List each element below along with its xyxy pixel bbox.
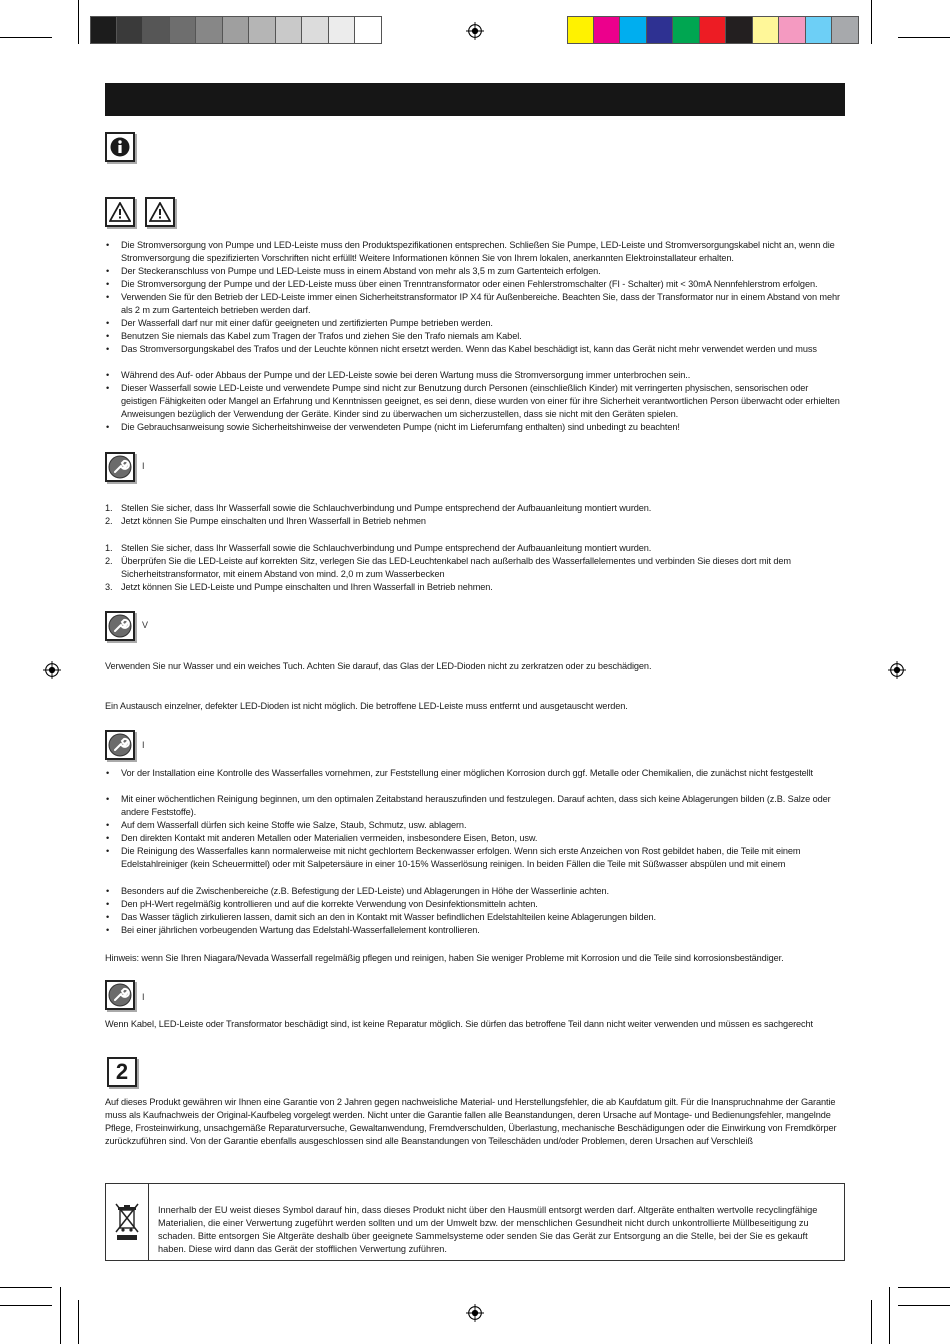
calibration-swatch <box>223 16 250 44</box>
crop-mark <box>60 1287 61 1344</box>
list-item: • Bei einer jährlichen vorbeugenden Wartung das Edelstahl-Wasserfallelement kontrollieren. <box>105 924 845 937</box>
list-item <box>105 515 845 528</box>
list-item: • Während des Auf- oder Abbaus der Pumpe und der LED-Leiste sowie bei deren Wartung muss die Stromversorgung immer unterbrochen sein.. <box>105 369 845 382</box>
calibration-swatch <box>329 16 356 44</box>
list-item: • Den direkten Kontakt mit anderen Metallen oder Materialien vermeiden, insbesondere Eisen, Beton, usw. <box>105 832 845 845</box>
list-item: • Mit einer wöchentlichen Reinigung beginnen, um den optimalen Zeitabstand herauszufinden und festzulegen. Darauf achten, dass sich keine Ablagerungen bilden (z.B. Salze oder andere Feststoffe). <box>105 793 845 819</box>
wrench-icon <box>105 611 135 641</box>
warning-icon <box>145 197 175 227</box>
step-text: Überprüfen Sie die LED-Leiste auf korrekten Sitz, verlegen Sie das LED-Leuchtenkabel nach außerhalb des Wasserfallelementes und verbinden Sie dieses dort mit dem Sicherheitstransformator, mit einem Abstand von mind. 2,0 m zum Wasserbecken <box>121 556 791 579</box>
crop-mark <box>898 1287 950 1288</box>
warning-icon <box>105 197 135 227</box>
operation-steps-b <box>105 542 845 594</box>
list-item: • Benutzen Sie niemals das Kabel zum Tragen der Trafos und ziehen Sie den Trafo niemals am Kabel. <box>105 330 845 343</box>
wrench-icon <box>105 980 135 1010</box>
list-item: • Die Stromversorgung der Pumpe und der LED-Leiste muss über einen Trenntransformator oder einen Fehlerstromschalter (FI - Schalter) mit < 30mA Nennfehlerstrom erfolgen. <box>105 278 845 291</box>
step-text: Jetzt können Sie LED-Leiste und Pumpe einschalten und Ihren Wasserfall in Betrieb nehmen. <box>121 582 493 592</box>
list-item <box>105 581 845 594</box>
step-number: 2. <box>105 516 113 526</box>
list-item: • Das Stromversorgungskabel des Trafos und der Leuchte können nicht ersetzt werden. Wenn das Kabel beschädigt ist, kann das Gerät nicht mehr verwendet werden und muss <box>105 343 845 356</box>
calibration-swatch <box>806 16 833 44</box>
repair-text: Wenn Kabel, LED-Leiste oder Transformator beschädigt sind, ist keine Reparatur möglich. Sie dürfen das betroffene Teil dann nicht weiter verwenden und müssen es sachgerecht <box>105 1019 814 1029</box>
calibration-swatch <box>567 16 594 44</box>
step-number: 3. <box>105 582 113 592</box>
list-item: • Das Wasser täglich zirkulieren lassen, damit sich an den in Kontakt mit Wasser befindlichen Edelstahlteilen keine Ablagerungen bilden. <box>105 911 845 924</box>
list-item <box>105 502 845 515</box>
calibration-swatch <box>779 16 806 44</box>
list-item: • Den pH-Wert regelmäßig kontrollieren und auf die korrekte Verwendung von Desinfektionsmitteln achten. <box>105 898 845 911</box>
registration-mark-icon <box>466 22 484 40</box>
maintenance-list-3 <box>105 885 845 937</box>
list-item: • Der Steckeranschluss von Pumpe und LED-Leiste muss in einem Abstand von mehr als 3,5 m zum Gartenteich erfolgen. <box>105 265 845 278</box>
calibration-swatch <box>143 16 170 44</box>
list-item: • Dieser Wasserfall sowie LED-Leiste und verwendete Pumpe sind nicht zur Benutzung durch Personen (einschließlich Kinder) mit verringerten physischen, sensorischen oder geistigen Fähigkeiten oder Mangel an Erfahrung und Kenntnissen geeignet, es sei denn, diese wurden von einer für ihre Sicherheit verantwortlichen Person überwacht oder erhielten Anweisungen bezüglich der Verwendung der Geräte. Kinder sind zu überwachen um sicherzustellen, dass sie nicht mit den Geräten spielen. <box>105 382 845 421</box>
registration-mark-icon <box>888 661 906 679</box>
step-text: Jetzt können Sie Pumpe einschalten und Ihren Wasserfall in Betrieb nehmen <box>121 516 426 526</box>
calibration-swatch <box>832 16 859 44</box>
calibration-swatch <box>647 16 674 44</box>
warranty-number: 2 <box>115 1059 129 1084</box>
list-item: • Die Gebrauchsanweisung sowie Sicherheitshinweise der verwendeten Pumpe (nicht im Lieferumfang enthalten) sind unbedingt zu beachten! <box>105 421 845 434</box>
step-number: 1. <box>105 503 113 513</box>
header-bar <box>105 83 845 116</box>
crossed-out-bin-icon <box>106 1184 149 1260</box>
calibration-swatch <box>302 16 329 44</box>
calibration-swatch <box>700 16 727 44</box>
operation-steps-a <box>105 502 845 528</box>
registration-mark-icon <box>43 661 61 679</box>
crop-mark <box>871 1300 872 1344</box>
list-item: • Der Wasserfall darf nur mit einer dafür geeigneten und zertifizierten Pumpe betrieben werden. <box>105 317 845 330</box>
wrench-icon <box>105 730 135 760</box>
crop-mark <box>898 37 950 38</box>
warranty-number-icon <box>107 1057 137 1087</box>
calibration-swatch <box>90 16 117 44</box>
calibration-swatch <box>170 16 197 44</box>
disposal-text: Innerhalb der EU weist dieses Symbol darauf hin, dass dieses Produkt nicht über den Hausmüll entsorgt werden darf. Altgeräte enthalten wertvolle recyclingfähige Materialien, die einer Verwertung zugeführt werden sollten und um der Umwelt bzw. der menschlichen Gesundheit nicht durch unkontrollierte Müllbeseitigung zu schaden. Bitte entsorgen Sie Altgeräte deshalb über geeignete Sammelsysteme oder senden Sie das Gerät zur Entsorgung an die Stelle, bei der Sie es gekauft haben. Diese wird dann das Gerät der stofflichen Verwertung zuführen. <box>158 1205 818 1254</box>
wrench-icon <box>105 452 135 482</box>
crop-mark <box>0 37 52 38</box>
calibration-swatch <box>726 16 753 44</box>
list-item: • Vor der Installation eine Kontrolle des Wasserfalles vornehmen, zur Feststellung einer möglichen Korrosion durch ggf. Metalle oder Chemikalien, die zunächst nicht festgestellt <box>105 767 845 780</box>
step-text: Stellen Sie sicher, dass Ihr Wasserfall sowie die Schlauchverbindung und Pumpe entsprechend der Aufbauanleitung montiert wurden. <box>121 543 652 553</box>
calibration-swatch <box>276 16 303 44</box>
warranty-text: Auf dieses Produkt gewähren wir Ihnen eine Garantie von 2 Jahren gegen nachweisliche Material- und Herstellungsfehler, die ab Kaufdatum gilt. Für die Inanspruchnahme der Garantie muss als Kaufnachweis der Original-Kaufbeleg vorgelegt werden. Nicht unter die Garantie fallen alle Beanstandungen, deren Ursache auf Montage- und Bedienungsfehler, mangelnde Pflege, Frosteinwirkung, unsachgemäße Reparaturversuche, Gewaltanwendung, Fremdverschulden, Überlastung, mechanische Beschädigungen oder die Einwirkung von Fremdkörper zurückzuführen sind. Von der Garantie ebenfalls ausgeschlossen sind alle Beanstandungen von Teileschäden und/oder Problemen, deren Ursachen auf Verschleiß <box>105 1097 837 1146</box>
section-heading-stub: I <box>142 461 145 471</box>
maintenance-hint: Hinweis: wenn Sie Ihren Niagara/Nevada Wasserfall regelmäßig pflegen und reinigen, haben Sie weniger Probleme mit Korrosion und die Teile sind korrosionsbeständiger. <box>105 953 784 963</box>
maintenance-list-1 <box>105 767 845 780</box>
safety-list-block <box>105 239 845 434</box>
led-replacement-text: Ein Austausch einzelner, defekter LED-Dioden ist nicht möglich. Die betroffene LED-Leiste muss entfernt und ausgetauscht werden. <box>105 701 628 711</box>
calibration-swatch <box>620 16 647 44</box>
calibration-swatch <box>117 16 144 44</box>
crop-mark <box>898 1305 950 1306</box>
list-item <box>105 542 845 555</box>
section-heading-stub: V <box>142 620 149 630</box>
crop-mark <box>871 0 872 44</box>
list-item: • Auf dem Wasserfall dürfen sich keine Stoffe wie Salze, Staub, Schmutz, usw. ablagern. <box>105 819 845 832</box>
calibration-swatch <box>753 16 780 44</box>
crop-mark <box>0 1287 52 1288</box>
list-item: • Die Stromversorgung von Pumpe und LED-Leiste muss den Produktspezifikationen entsprechen. Schließen Sie Pumpe, LED-Leiste und Stromversorgungskabel nicht an, wenn die Stromversorgung die spezifizierten Vorschriften nicht erfüllt! Weitere Informationen können Sie von Ihrem lokalen, anerkannten Elektroinstallateur erhalten. <box>105 239 845 265</box>
maintenance-list-2 <box>105 793 845 871</box>
section-heading-stub: I <box>142 740 145 750</box>
calibration-swatch <box>249 16 276 44</box>
list-item <box>105 555 845 581</box>
calibration-swatch <box>594 16 621 44</box>
disposal-box <box>105 1183 845 1261</box>
calibration-swatch <box>355 16 382 44</box>
list-item: • Besonders auf die Zwischenbereiche (z.B. Befestigung der LED-Leiste) und Ablagerungen in Höhe der Wasserlinie achten. <box>105 885 845 898</box>
section-heading-stub: I <box>142 992 145 1002</box>
crop-mark <box>78 1300 79 1344</box>
cleaning-text: Verwenden Sie nur Wasser und ein weiches Tuch. Achten Sie darauf, das Glas der LED-Dioden nicht zu zerkratzen oder zu beschädigen. <box>105 661 652 671</box>
list-item: • Die Reinigung des Wasserfalles kann normalerweise mit nicht gechlortem Beckenwasser erfolgen. Wenn sich erste Anzeichen von Rost gebildet haben, die Teile mit einem Edelstahlreiniger (kein Scheuermittel) oder mit Salpetersäure in einer 10-15% Wasserlösung reinigen. In beiden Fällen die Teile mit Süßwasser abspülen und mit einem <box>105 845 845 871</box>
crop-mark <box>889 1287 890 1344</box>
calibration-swatch <box>673 16 700 44</box>
step-number: 2. <box>105 556 113 566</box>
crop-mark <box>0 1305 52 1306</box>
calibration-swatch <box>196 16 223 44</box>
registration-mark-icon <box>466 1304 484 1322</box>
info-icon <box>105 132 135 162</box>
crop-mark <box>78 0 79 44</box>
step-number: 1. <box>105 543 113 553</box>
list-item: • Verwenden Sie für den Betrieb der LED-Leiste immer einen Sicherheitstransformator IP X4 für Außenbereiche. Beachten Sie, dass der Transformator nur in einem Abstand von mehr als 2 m zum Gartenteich betrieben werden darf. <box>105 291 845 317</box>
step-text: Stellen Sie sicher, dass Ihr Wasserfall sowie die Schlauchverbindung und Pumpe entsprechend der Aufbauanleitung montiert wurden. <box>121 503 652 513</box>
